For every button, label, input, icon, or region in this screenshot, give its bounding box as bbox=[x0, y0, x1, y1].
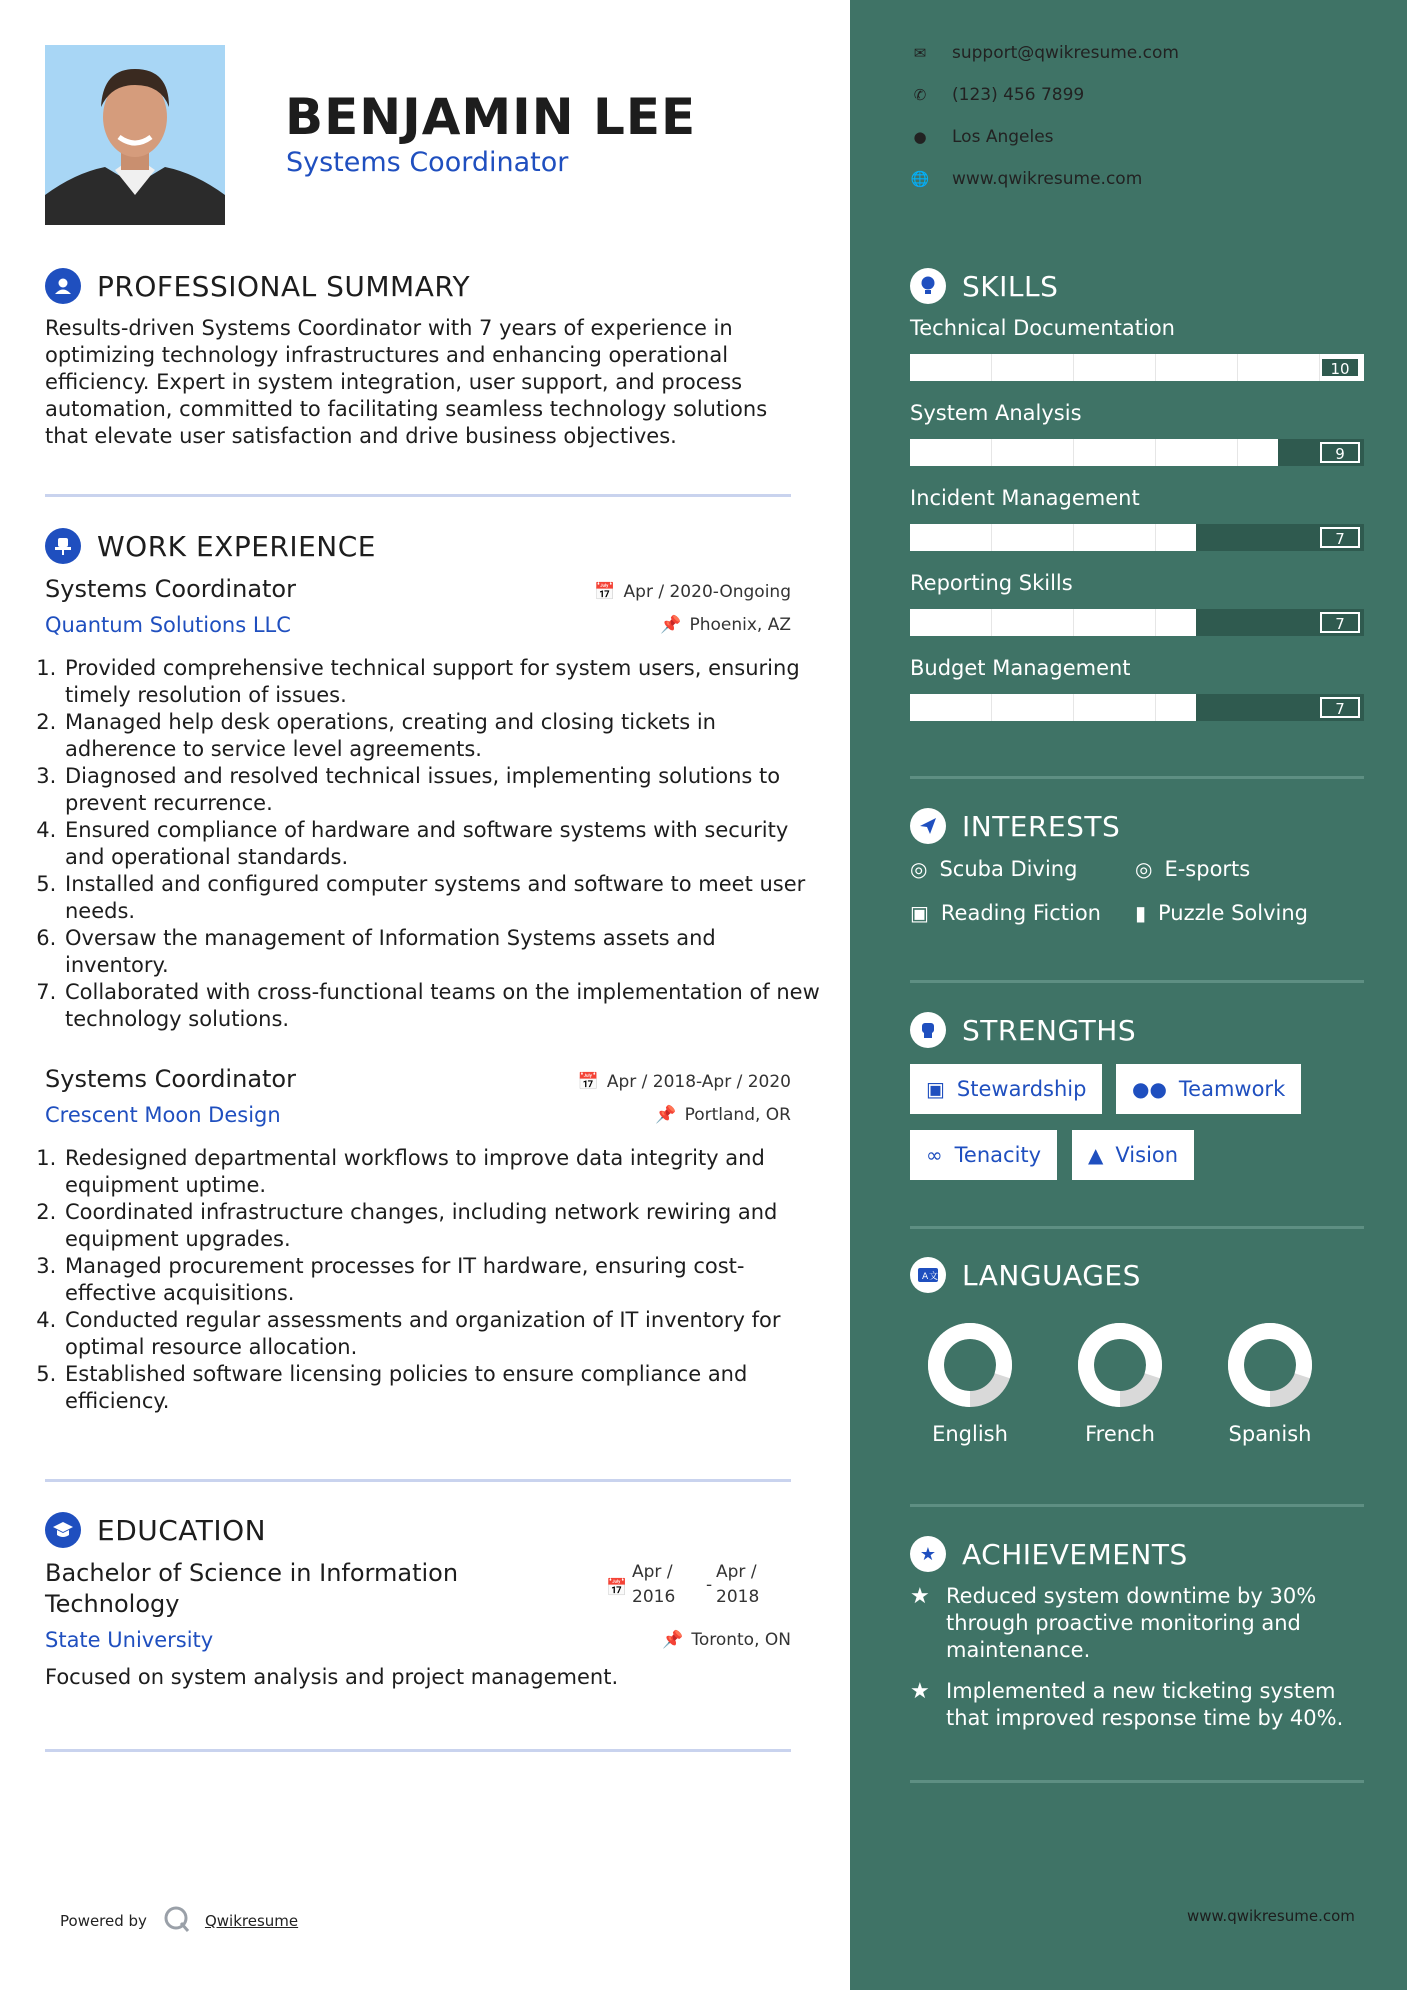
divider bbox=[45, 494, 791, 497]
powered-by-label: Powered by bbox=[60, 1912, 147, 1930]
skill-bar bbox=[910, 439, 1364, 466]
footer-website[interactable]: www.qwikresume.com bbox=[1187, 1907, 1355, 1925]
divider bbox=[45, 1479, 791, 1482]
paper-plane-icon bbox=[910, 808, 946, 844]
achievement-text: Implemented a new ticketing system that improved response time by 40%. bbox=[946, 1679, 1344, 1730]
briefcase-icon: ▣ bbox=[926, 1077, 945, 1101]
book-icon: ▮ bbox=[1135, 901, 1147, 925]
interests-title: INTERESTS bbox=[962, 809, 1121, 843]
list-item: 7. Collaborated with cross-functional teams on the implementation of new technology solutions. bbox=[63, 979, 823, 1033]
edu-date-separator: - bbox=[706, 1575, 713, 1595]
edu-end-year: 2018 bbox=[716, 1587, 760, 1607]
interests-heading bbox=[910, 808, 1120, 844]
list-item: 1. Redesigned departmental workflows to improve data integrity and equipment uptime. bbox=[63, 1145, 823, 1199]
interest-item bbox=[1135, 857, 1250, 881]
interest-label: E-sports bbox=[1164, 857, 1251, 881]
lightbulb-icon bbox=[910, 268, 946, 304]
calendar-icon: 📅 bbox=[594, 582, 616, 602]
strengths-title: STRENGTHS bbox=[962, 1013, 1137, 1047]
languages-title: LANGUAGES bbox=[962, 1258, 1141, 1292]
edu-end-month: Apr / bbox=[716, 1562, 757, 1582]
job-company: Quantum Solutions LLC bbox=[45, 613, 291, 637]
language-item bbox=[915, 1320, 1025, 1446]
summary-title: PROFESSIONAL SUMMARY bbox=[97, 269, 471, 303]
list-item: 3. Managed procurement processes for IT hardware, ensuring cost-effective acquisitions. bbox=[63, 1253, 823, 1307]
education-heading bbox=[45, 1512, 266, 1548]
strength-tag bbox=[910, 1130, 1057, 1180]
skill-score-badge: 9 bbox=[1320, 442, 1360, 463]
phone-icon: ✆ bbox=[913, 86, 927, 104]
star-badge-icon: ★ bbox=[910, 1536, 946, 1572]
contact-location bbox=[910, 127, 1054, 147]
calendar-icon: 📅 bbox=[577, 1072, 599, 1092]
list-item: 2. Coordinated infrastructure changes, including network rewiring and equipment upgrades. bbox=[63, 1199, 823, 1253]
graduation-cap-icon bbox=[45, 1512, 81, 1548]
job-location bbox=[655, 1105, 791, 1125]
edu-start-date bbox=[632, 1560, 675, 1610]
users-icon: ●● bbox=[1132, 1077, 1167, 1101]
job-title: Systems Coordinator bbox=[45, 575, 296, 603]
interest-item bbox=[910, 857, 1077, 881]
globe-icon: 🌐 bbox=[910, 170, 930, 188]
candidate-title: Systems Coordinator bbox=[286, 147, 569, 178]
experience-title: WORK EXPERIENCE bbox=[97, 529, 376, 563]
skill-bar-fill bbox=[910, 439, 1278, 466]
edu-location-text: Toronto, ON bbox=[691, 1630, 791, 1650]
pin-icon: 📌 bbox=[662, 1630, 684, 1650]
list-item: 6. Oversaw the management of Information Systems assets and inventory. bbox=[63, 925, 823, 979]
edu-end-date bbox=[716, 1560, 759, 1610]
binoculars-icon: ▲ bbox=[1088, 1143, 1104, 1167]
divider bbox=[910, 1504, 1364, 1507]
contact-phone bbox=[910, 85, 1084, 105]
language-ring bbox=[1225, 1320, 1315, 1410]
interest-item bbox=[1135, 901, 1308, 925]
skill-name: Budget Management bbox=[910, 656, 1131, 680]
svg-text:文: 文 bbox=[929, 1272, 939, 1282]
strength-tag bbox=[1072, 1130, 1194, 1180]
job-date-text: Apr / 2018-Apr / 2020 bbox=[606, 1072, 791, 1092]
divider bbox=[910, 980, 1364, 983]
strength-tag bbox=[1116, 1064, 1301, 1114]
raised-fist-icon bbox=[910, 1012, 946, 1048]
envelope-icon: ✉ bbox=[913, 44, 927, 62]
candidate-name: BENJAMIN LEE bbox=[285, 88, 697, 146]
life-ring-icon: ◎ bbox=[910, 857, 928, 881]
list-item: 4. Conducted regular assessments and organization of IT inventory for optimal resource allocation. bbox=[63, 1307, 823, 1361]
job-location-text: Phoenix, AZ bbox=[689, 615, 791, 635]
divider bbox=[910, 776, 1364, 779]
qwikresume-logo-icon bbox=[163, 1905, 191, 1937]
edu-location bbox=[662, 1630, 791, 1650]
achievement-item bbox=[910, 1678, 1350, 1732]
achievement-item bbox=[910, 1583, 1350, 1664]
strength-label: Stewardship bbox=[956, 1077, 1087, 1101]
star-icon: ★ bbox=[910, 1584, 930, 1609]
edu-start-month: Apr / bbox=[632, 1562, 673, 1582]
divider bbox=[45, 1749, 791, 1752]
divider bbox=[910, 1780, 1364, 1783]
school: State University bbox=[45, 1628, 214, 1652]
skill-bar bbox=[910, 524, 1364, 551]
languages-heading bbox=[910, 1257, 1141, 1293]
language-item bbox=[1215, 1320, 1325, 1446]
skill-score-badge: 10 bbox=[1320, 357, 1360, 378]
achievements-title: ACHIEVEMENTS bbox=[962, 1537, 1188, 1571]
achievements-heading bbox=[910, 1536, 1188, 1572]
powered-by bbox=[60, 1905, 298, 1937]
website-text[interactable]: www.qwikresume.com bbox=[952, 169, 1143, 189]
contact-website bbox=[910, 169, 1142, 189]
interest-item bbox=[910, 901, 1101, 925]
job-bullets bbox=[45, 1145, 823, 1415]
strength-label: Teamwork bbox=[1178, 1077, 1286, 1101]
skill-bar-fill bbox=[910, 609, 1196, 636]
link-icon: ∞ bbox=[926, 1143, 943, 1167]
email-text[interactable]: support@qwikresume.com bbox=[952, 43, 1179, 63]
degree: Bachelor of Science in Information Technology bbox=[45, 1559, 459, 1618]
skill-bar-fill bbox=[910, 694, 1196, 721]
map-marker-icon: ● bbox=[913, 128, 927, 146]
language-ring bbox=[925, 1320, 1015, 1410]
experience-heading bbox=[45, 528, 376, 564]
job-location-text: Portland, OR bbox=[684, 1105, 791, 1125]
list-item: 3. Diagnosed and resolved technical issues, implementing solutions to prevent recurrence. bbox=[63, 763, 823, 817]
job-location bbox=[660, 615, 791, 635]
list-item: 2. Managed help desk operations, creating and closing tickets in adherence to service level agreements. bbox=[63, 709, 823, 763]
interest-label: Puzzle Solving bbox=[1158, 901, 1309, 925]
language-icon bbox=[910, 1257, 946, 1293]
language-name: English bbox=[932, 1422, 1008, 1446]
achievement-text: Reduced system downtime by 30% through proactive monitoring and maintenance. bbox=[946, 1584, 1317, 1662]
calendar-icon: 📅 bbox=[606, 1578, 628, 1598]
language-ring bbox=[1075, 1320, 1165, 1410]
interest-label: Scuba Diving bbox=[939, 857, 1078, 881]
list-item: 1. Provided comprehensive technical support for system users, ensuring timely resolution of issues. bbox=[63, 655, 823, 709]
edu-start-year: 2016 bbox=[632, 1587, 676, 1607]
strengths-heading bbox=[910, 1012, 1136, 1048]
skill-name: System Analysis bbox=[910, 401, 1082, 425]
summary-heading bbox=[45, 268, 470, 304]
summary-text: Results-driven Systems Coordinator with 7 years of experience in optimizing technology infrastructures and enhancing operational efficiency. Expert in system integration, user support, and process automation, committed to facilitating seamless technology solutions that elevate user satisfaction and drive business objectives. bbox=[45, 316, 768, 448]
pin-icon: 📌 bbox=[660, 615, 682, 635]
language-name: Spanish bbox=[1228, 1422, 1312, 1446]
skill-bar bbox=[910, 609, 1364, 636]
language-name: French bbox=[1085, 1422, 1155, 1446]
skill-name: Reporting Skills bbox=[910, 571, 1073, 595]
strength-label: Vision bbox=[1115, 1143, 1179, 1167]
skill-score-badge: 7 bbox=[1320, 612, 1360, 633]
life-ring-icon: ◎ bbox=[1135, 857, 1153, 881]
strength-label: Tenacity bbox=[954, 1143, 1042, 1167]
edu-description: Focused on system analysis and project management. bbox=[45, 1665, 619, 1689]
divider bbox=[910, 1226, 1364, 1229]
interest-label: Reading Fiction bbox=[940, 901, 1101, 925]
briefcase-chair-icon bbox=[45, 528, 81, 564]
skills-title: SKILLS bbox=[962, 269, 1059, 303]
contact-email bbox=[910, 43, 1179, 63]
skill-bar-fill bbox=[910, 524, 1196, 551]
skills-heading bbox=[910, 268, 1058, 304]
svg-text:A: A bbox=[922, 1272, 929, 1282]
strength-tag bbox=[910, 1064, 1102, 1114]
skill-score-badge: 7 bbox=[1320, 697, 1360, 718]
language-item bbox=[1065, 1320, 1175, 1446]
job-bullets bbox=[45, 655, 823, 1033]
star-icon: ★ bbox=[910, 1679, 930, 1704]
profile-photo bbox=[45, 45, 225, 225]
list-item: 5. Established software licensing policies to ensure compliance and efficiency. bbox=[63, 1361, 823, 1415]
job-title: Systems Coordinator bbox=[45, 1065, 296, 1093]
skill-name: Incident Management bbox=[910, 486, 1140, 510]
gamepad-icon: ▣ bbox=[910, 901, 929, 925]
qwikresume-link[interactable]: Qwikresume bbox=[204, 1912, 299, 1930]
skill-bar bbox=[910, 694, 1364, 721]
skill-bar-fill bbox=[910, 354, 1364, 381]
location-text: Los Angeles bbox=[952, 127, 1054, 147]
job-date bbox=[594, 582, 791, 602]
job-date bbox=[578, 1072, 791, 1092]
pin-icon: 📌 bbox=[655, 1105, 677, 1125]
phone-text: (123) 456 7899 bbox=[952, 85, 1085, 105]
skill-name: Technical Documentation bbox=[910, 316, 1175, 340]
skill-bar bbox=[910, 354, 1364, 381]
list-item: 5. Installed and configured computer systems and software to meet user needs. bbox=[63, 871, 823, 925]
skill-score-badge: 7 bbox=[1320, 527, 1360, 548]
job-date-text: Apr / 2020-Ongoing bbox=[623, 582, 791, 602]
list-item: 4. Ensured compliance of hardware and software systems with security and operational standards. bbox=[63, 817, 823, 871]
user-icon bbox=[45, 268, 81, 304]
job-company: Crescent Moon Design bbox=[45, 1103, 281, 1127]
education-title: EDUCATION bbox=[97, 1513, 267, 1547]
